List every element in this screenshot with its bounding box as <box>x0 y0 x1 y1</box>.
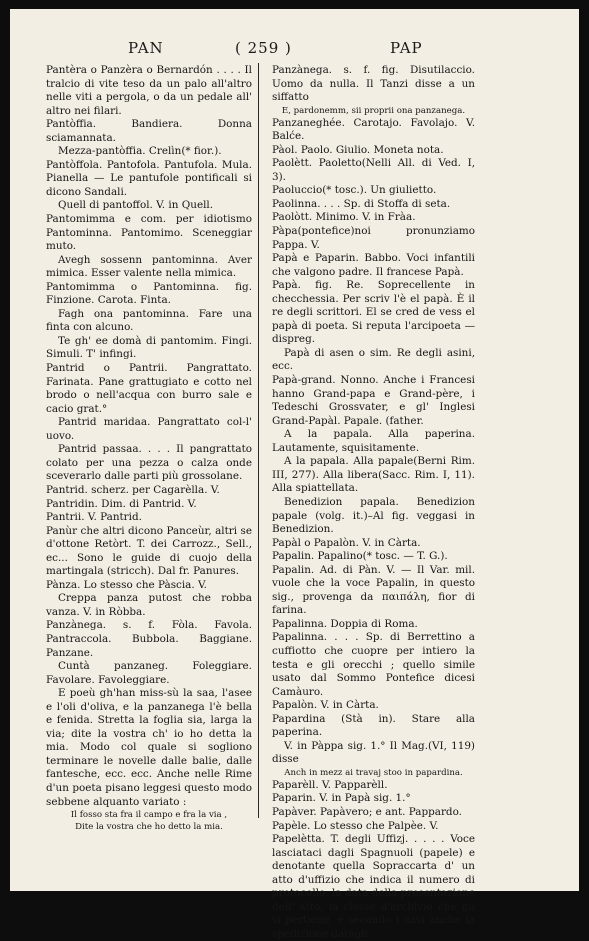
header-left-guideword: PAN <box>128 39 164 57</box>
dictionary-entry: Papèle. Lo stesso che Palpèe. V. <box>272 819 439 832</box>
dictionary-entry: Papalinna. . . . Sp. di Berrettino a cuffiotto che cuopre per intiero la testa e gli orecchi ; quello simile usato dal Sommo Pontefice dicesi Camàuro. <box>272 631 475 698</box>
dictionary-entry: Pantridin. Dim. di Pantrid. V. <box>46 497 197 510</box>
dictionary-entry: A la papala. Alla papale(Berni Rim. III, 277). Alla libera(Sacc. Rim. I, 11). Alla spiattellata. <box>272 455 475 495</box>
dictionary-entry: Mezza-pantòffia. Crelìn(* fior.). <box>58 145 222 158</box>
dictionary-entry: Pantrid maridaa. Pangrattato col-l' uovo. <box>46 416 252 442</box>
verse-line: Il fosso sta fra il campo e fra la via , <box>70 810 228 821</box>
dictionary-entry: Paolètt. Paoletto(Nelli All. di Ved. I, 3). <box>272 157 475 183</box>
dictionary-entry: Paolinna. . . . Sp. di Stoffa di seta. <box>272 197 451 210</box>
dictionary-entry: Pantomimma e com. per idiotismo Pantominna. Pantomimo. Sceneggiar muto. <box>46 213 252 253</box>
dictionary-entry: E, pardonemm, sii proprii ona panzanega. <box>281 105 466 116</box>
dictionary-entry: Papalinna. Doppia di Roma. <box>272 617 418 630</box>
dictionary-entry: Pantomimma o Pantominna. fig. Finzione. Carota. Finta. <box>46 280 252 307</box>
dictionary-entry: Papà e Paparin. Babbo. Voci infantili che valgono padre. Il francese Papà. <box>272 252 475 278</box>
page-number: ( 259 ) <box>235 39 292 57</box>
dictionary-entry: Benedizion papala. Benedizion papale (volg. it.)–Al fig. veggasi in Benedizion. <box>272 495 475 536</box>
dictionary-entry: Fagh ona pantominna. Fare una finta con alcuno. <box>46 307 252 334</box>
dictionary-entry: Papalin. Ad. di Pàn. V. — Il Var. mil. vuole che la voce Papalin, in questo sig., provenga da παιπάλη, fior di farina. <box>272 563 475 617</box>
dictionary-entry: Pantèra o Panzèra o Bernardón . . . . Il tralcio di vite teso da un palo all'altro nelle viti a pergola, o da un pedale all' altro nei filari. <box>46 64 252 117</box>
left-column <box>46 64 252 833</box>
dictionary-entry: Papàver. Papàvero; e ant. Pappardo. <box>272 805 462 818</box>
dictionary-entry: Pàpa(pontefice)noi pronunziamo Pappa. V. <box>272 225 475 251</box>
dictionary-entry: Pantòffia. Bandiera. Donna sciamannata. <box>46 118 252 144</box>
dictionary-entry: E poeù gh'han miss-sù la saa, l'asee e l'oli d'oliva, e la panzanega l'è bella e fenida. Stretta la foglia sia, larga la via; dite la vostra ch' io ho detta la mia. Modo col quale si sogliono terminare le novelle dalle balie, dalle fantesche, ecc. ecc. Anche nelle Rime d'un poeta pisano leggesi questo modo sebbene alquanto variato : <box>46 687 252 808</box>
dictionary-entry: Pàol. Paolo. Giulio. Moneta nota. <box>272 143 444 156</box>
dictionary-entry: Pantrid. scherz. per Cagarèlla. V. <box>46 483 220 496</box>
dictionary-entry: Cuntà panzaneg. Foleggiare. Favolare. Favoleggiare. <box>46 660 252 686</box>
verse-line: Dite la vostra che ho detto la mia. <box>75 822 223 833</box>
dictionary-entry: V. in Pàppa sig. 1.° Il Mag.(VI, 119) disse <box>272 739 475 766</box>
dictionary-entry: Papardina (Stà in). Stare alla paperina. <box>272 712 475 739</box>
dictionary-entry: Papà. fig. Re. Soprecellente in checchessia. Per scriv l'è el papà. È il re degli scrittori. El se cred de vess el papà di poeta. Si reputa l'arcipoeta — dispreg. <box>272 279 475 346</box>
dictionary-entry: Panzànega. s. f. Fòla. Favola. Pantraccola. Bubbola. Baggiane. Panzane. <box>46 619 252 659</box>
dictionary-entry: Panùr che altri dicono Panceùr, altri se d'ottone Retòrt. T. dei Carrozz., Sell., ec... Sono le guide di cuojo della martingala (stricch). Dal fr. Panures. <box>46 524 252 578</box>
dictionary-entry: Paolòtt. Minimo. V. in Fràa. <box>272 211 416 224</box>
dictionary-entry: Pantrid o Pantrii. Pangrattato. Farinata. Pane grattugiato e cotto nel brodo o nell'acqua con burro sale e cacio grat.° <box>46 362 252 415</box>
dictionary-entry: Papà-grand. Nonno. Anche i Francesi hanno Grand-papa e Grand-père, i Tedeschi Grossvater, e gl' Inglesi Grand-Papàl. Papale. (father. <box>272 374 475 427</box>
dictionary-page <box>10 9 579 940</box>
page-header <box>10 39 579 59</box>
dictionary-entry: Papàl o Papalòn. V. in Càrta. <box>272 536 421 549</box>
dictionary-entry: Pànza. Lo stesso che Pàscia. V. <box>46 578 207 591</box>
column-divider <box>258 63 259 818</box>
dictionary-entry: Paoluccio(* tosc.). Un giulietto. <box>272 184 437 197</box>
dictionary-entry: Papelètta. T. degli Uffizj. . . . . Voce lasciataci dagli Spagnuoli (papele) e denotante quella Sopraccarta d' un atto d'uffizio che indica il numero di protocollo, la data della presentazione dell' atto, la classe d'archivio che gli si pertiene, e secondo i casi anche la spedizione datagli. <box>272 833 475 940</box>
dictionary-entry: Panzaneghée. Carotajo. Favolajo. V. Balće. <box>272 116 475 143</box>
dictionary-entry: Te gh' ee domà di pantomim. Fingi. Simuli. T' infingi. <box>46 334 252 361</box>
dictionary-entry: Quell di pantoffol. V. in Quell. <box>58 199 214 212</box>
dictionary-entry: Paparèll. V. Papparèll. <box>272 778 388 791</box>
dictionary-entry: Creppa panza putost che robba vanza. V. in Ròbba. <box>46 592 252 618</box>
dictionary-entry: Pantrid passaa. . . . Il pangrattato colato per una pezza o calza onde sceverarlo dalle parti più grossolane. <box>46 443 252 483</box>
dictionary-entry: Papalòn. V. in Càrta. <box>272 699 379 712</box>
dictionary-entry: Paparin. V. in Papà sig. 1.° <box>272 792 411 805</box>
dictionary-entry: Panzànega. s. f. fig. Disutilaccio. Uomo da nulla. Il Tanzi disse a un siffatto <box>272 64 475 104</box>
header-right-guideword: PAP <box>390 39 423 57</box>
dictionary-entry: Pantrii. V. Pantrid. <box>46 511 142 524</box>
right-column <box>272 64 475 941</box>
dictionary-entry: Papà di asen o sim. Re degli asini, ecc. <box>272 346 475 373</box>
dictionary-entry: Anch in mezz ai travaj stoo in papardina. <box>284 767 463 778</box>
dictionary-entry: Pantòffola. Pantofola. Pantufola. Mula. Pianella — Le pantufole pontificali si dicono Sandali. <box>46 158 252 198</box>
dictionary-entry: A la papala. Alla paperina. Lautamente, squisitamente. <box>272 428 475 454</box>
dictionary-entry: Avegh sossenn pantominna. Aver mimica. Esser valente nella mimica. <box>46 253 252 280</box>
dictionary-entry: Papalin. Papalino(* tosc. — T. G.). <box>272 550 448 563</box>
